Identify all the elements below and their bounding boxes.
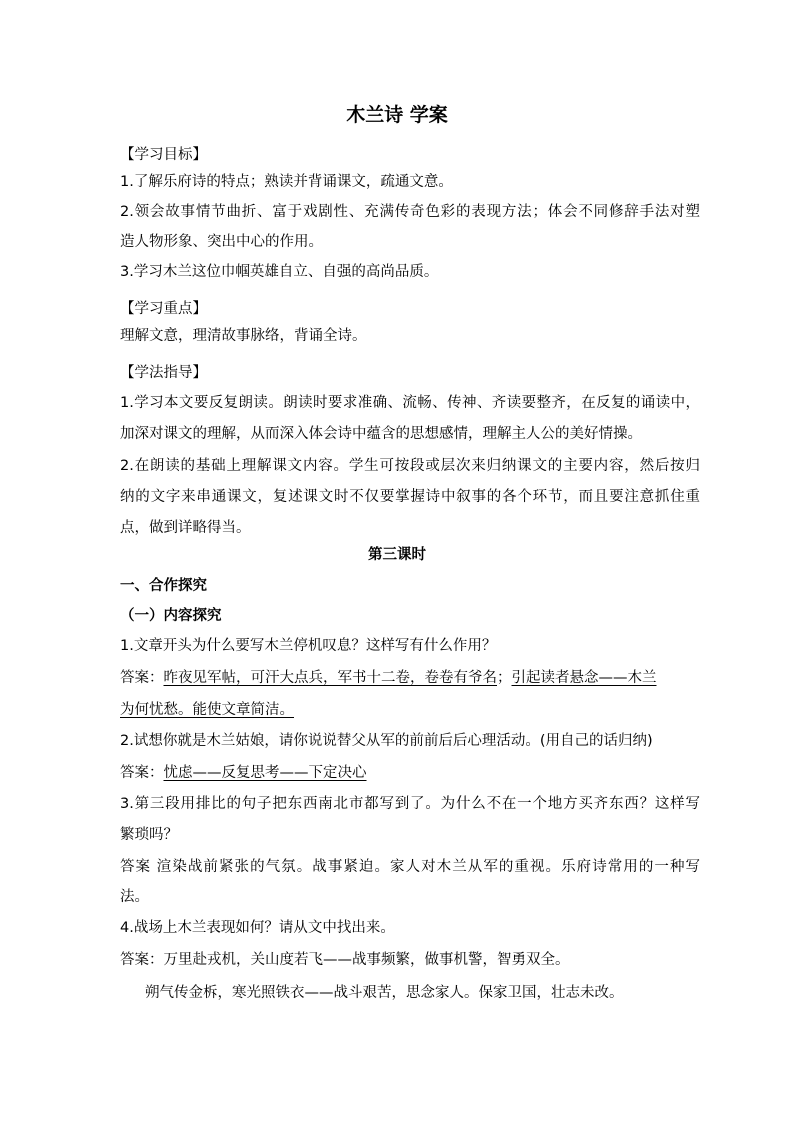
section-heading: 一、合作探究 [120,578,207,594]
method-2-line-3: 点，做到详略得当。 [120,520,251,536]
method-2-line-1: 2.在朗读的基础上理解课文内容。学生可按段或层次来归纳课文的主要内容，然后按归 [120,458,700,474]
answer-1-line-2: 为何忧愁。能使文章简洁。 [120,702,294,718]
subsection-heading: （一）内容探究 [120,608,222,624]
method-2-line-2: 纳的文字来串通课文，复述课文时不仅要掌握诗中叙事的各个环节，而且要注意抓住重 [120,489,700,505]
method-1-line-1: 1.学习本文要反复朗读。朗读时要求准确、流畅、传神、齐读要整齐，在反复的诵读中， [120,395,700,411]
goal-1: 1.了解乐府诗的特点；熟读并背诵课文，疏通文意。 [120,174,453,190]
answer-1-line-1 [120,667,700,689]
answer-label: 答案： [120,670,164,686]
answer-1-part-b: 引起读者悬念——木兰 [511,670,657,686]
answer-4-line-1: 答案：万里赴戎机，关山度若飞——战事频繁，做事机警，智勇双全。 [120,952,570,968]
question-2: 2.试想你就是木兰姑娘，请你说说替父从军的前前后后心理活动。(用自己的话归纳) [120,733,653,749]
question-1: 1.文章开头为什么要写木兰停机叹息？这样写有什么作用？ [120,638,497,654]
answer-1-separator: ； [497,670,512,686]
lesson-heading: 第三课时 [368,547,426,563]
answer-2 [120,762,700,784]
question-4: 4.战场上木兰表现如何？请从文中找出来。 [120,920,395,936]
answer-3-line-2: 法。 [120,889,149,905]
goal-3: 3.学习木兰这位巾帼英雄自立、自强的高尚品质。 [120,264,439,280]
question-3-line-2: 繁琐吗？ [120,827,178,843]
focus-text: 理解文意，理清故事脉络，背诵全诗。 [120,328,367,344]
goals-heading: 【学习目标】 [120,147,207,163]
page-title: 木兰诗 学案 [346,104,448,126]
method-heading: 【学法指导】 [120,365,207,381]
answer-label: 答案： [120,765,164,781]
goal-2-line-1: 2.领会故事情节曲折、富于戏剧性、充满传奇色彩的表现方法；体会不同修辞手法对塑 [120,204,700,220]
question-3-line-1: 3.第三段用排比的句子把东西南北市都写到了。为什么不在一个地方买齐东西？这样写 [120,796,700,812]
answer-1-part-a: 昨夜见军帖，可汗大点兵，军书十二卷，卷卷有爷名 [163,670,497,686]
answer-2-text: 忧虑——反复思考——下定决心 [163,765,367,781]
goal-2-line-2: 造人物形象、突出中心的作用。 [120,234,323,250]
focus-heading: 【学习重点】 [120,301,207,317]
answer-4-line-2: 朔气传金柝，寒光照铁衣——战斗艰苦，思念家人。保家卫国，壮志未改。 [145,985,624,1001]
method-1-line-2: 加深对课文的理解，从而深入体会诗中蕴含的思想感情，理解主人公的美好情操。 [120,426,642,442]
answer-3-line-1: 答案 渲染战前紧张的气氛。战事紧迫。家人对木兰从军的重视。乐府诗常用的一种写 [120,859,700,875]
